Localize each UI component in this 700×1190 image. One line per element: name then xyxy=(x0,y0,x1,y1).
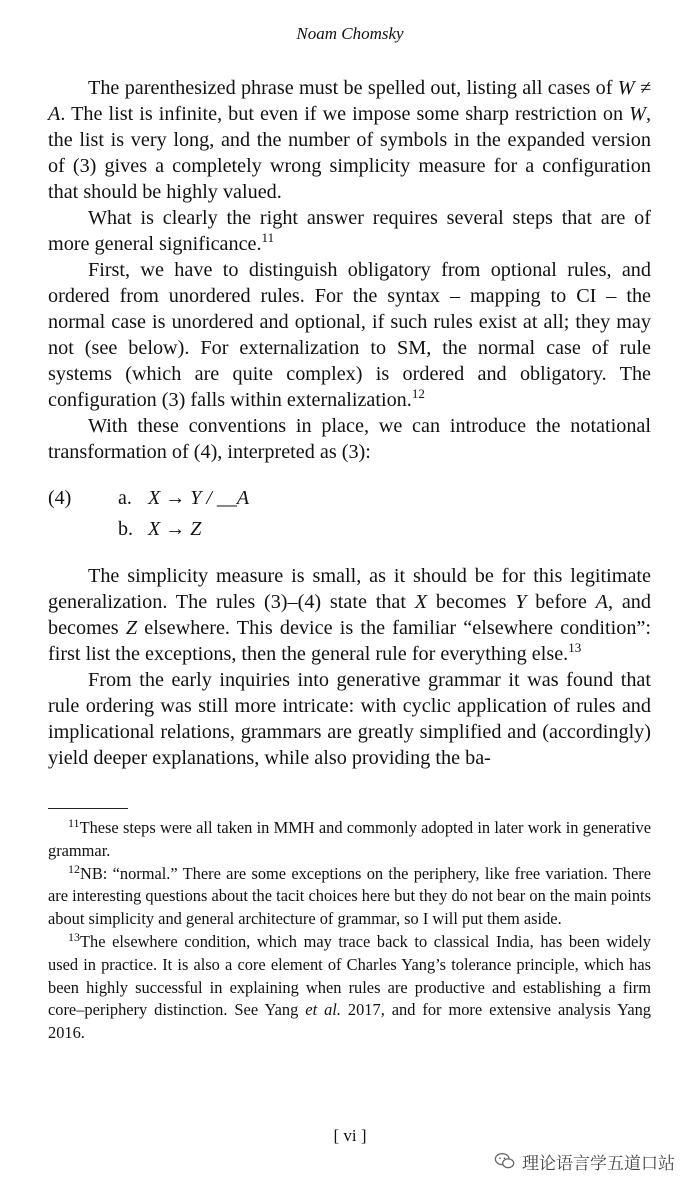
paragraph xyxy=(48,205,651,257)
watermark-text: 理论语言学五道口站 xyxy=(522,1153,675,1174)
example-number: (4) xyxy=(48,487,72,509)
example-label-a: a. xyxy=(118,487,132,509)
footnote-rule xyxy=(48,808,128,809)
footnote xyxy=(48,931,651,1045)
text-run: With these conventions in place, we can introduce the notational transformation of (4), interpreted as (3): xyxy=(48,415,651,463)
text-run: The simplicity measure is small, as it should be for this legitimate generalization. The rules (3)–(4) state that xyxy=(48,565,651,613)
italic-text: et al. xyxy=(305,1000,341,1020)
italic-text: A xyxy=(595,591,608,613)
page-number: [ vi ] xyxy=(333,1126,367,1145)
text-run: , and becomes xyxy=(48,591,651,639)
italic-text: Y xyxy=(515,591,527,613)
footnote-list xyxy=(48,817,651,1045)
paragraph xyxy=(48,257,651,413)
wechat-icon xyxy=(494,1150,516,1172)
text-run: What is clearly the right answer requires several steps that are of more general significance. xyxy=(48,207,651,255)
footnote-ref: 13 xyxy=(568,640,582,655)
example-label-b: b. xyxy=(118,518,133,540)
example-rule-a: X → Y / __A xyxy=(148,487,250,509)
footnote-ref: 11 xyxy=(261,230,275,245)
text-run: The elsewhere condition, which may trace back to classical India, has been widely used in practice. It is also a core element of Charles Yang’s tolerance principle, which has been highly successful in explaining when rules are productive and establishing a firm core–periphery distinction. See Yang xyxy=(48,931,651,1020)
footnote-number: 11 xyxy=(68,816,80,830)
text-run: 2017, and for more extensive analysis Yang 2016. xyxy=(48,1000,652,1043)
paragraph xyxy=(48,667,651,771)
footnote xyxy=(48,863,651,931)
paragraph-group-2 xyxy=(48,563,651,771)
paragraph xyxy=(48,413,651,465)
text-run: These steps were all taken in MMH and commonly adopted in later work in generative grammar. xyxy=(48,818,651,860)
italic-text: W ≠ A xyxy=(48,77,651,125)
watermark xyxy=(494,1148,694,1174)
footnote xyxy=(48,817,651,863)
footnote-number: 13 xyxy=(68,929,80,944)
example-row-a xyxy=(48,483,651,514)
text-run: NB: “normal.” There are some exceptions on the periphery, like free variation. There are interesting questions about the tacit choices here but they do not bear on the main points about simplicity and general architecture of grammar, so I will put them aside. xyxy=(48,863,651,929)
running-header-author: Noam Chomsky xyxy=(296,24,404,43)
text-run: . The list is infinite, but even if we impose some sharp restriction on xyxy=(60,103,630,125)
paragraph xyxy=(48,563,651,667)
footnotes xyxy=(48,808,651,1045)
paragraph-group-1 xyxy=(48,75,651,465)
text-run: The parenthesized phrase must be spelled out, listing all cases of xyxy=(88,77,618,99)
main-text xyxy=(48,75,651,771)
example-4 xyxy=(48,483,651,545)
text-run: , the list is very long, and the number of symbols in the expanded version of (3) gives a completely wrong simplicity measure for a configuration that should be highly valued. xyxy=(48,103,651,203)
text-run: From the early inquiries into generative grammar it was found that rule ordering was still more intricate: with cyclic application of rules and implicational relations, grammars are greatly simplified and (accordingly) yield deeper explanations, while also providing the ba- xyxy=(48,669,651,769)
example-row-b xyxy=(48,514,651,545)
italic-text: X xyxy=(414,591,428,613)
running-header xyxy=(0,24,700,44)
example-rule-b: X → Z xyxy=(148,518,202,540)
text-run: elsewhere. This device is the familiar “elsewhere condition”: first list the exceptions, then the general rule for everything else. xyxy=(48,617,651,665)
footnote-number: 12 xyxy=(68,861,80,876)
italic-text: Z xyxy=(125,617,138,639)
text-run: before xyxy=(526,591,596,613)
footnote-ref: 12 xyxy=(411,386,425,401)
text-run: First, we have to distinguish obligatory from optional rules, and ordered from unordered rules. For the syntax – mapping to CI – the normal case is unordered and optional, if such rules exist at all; they may not (see below). For externalization to SM, the normal case of rule systems (which are quite complex) is ordered and obligatory. The configuration (3) falls within externalization. xyxy=(48,259,651,411)
text-run: becomes xyxy=(427,591,516,613)
paragraph xyxy=(48,75,651,205)
italic-text: W xyxy=(629,103,646,125)
